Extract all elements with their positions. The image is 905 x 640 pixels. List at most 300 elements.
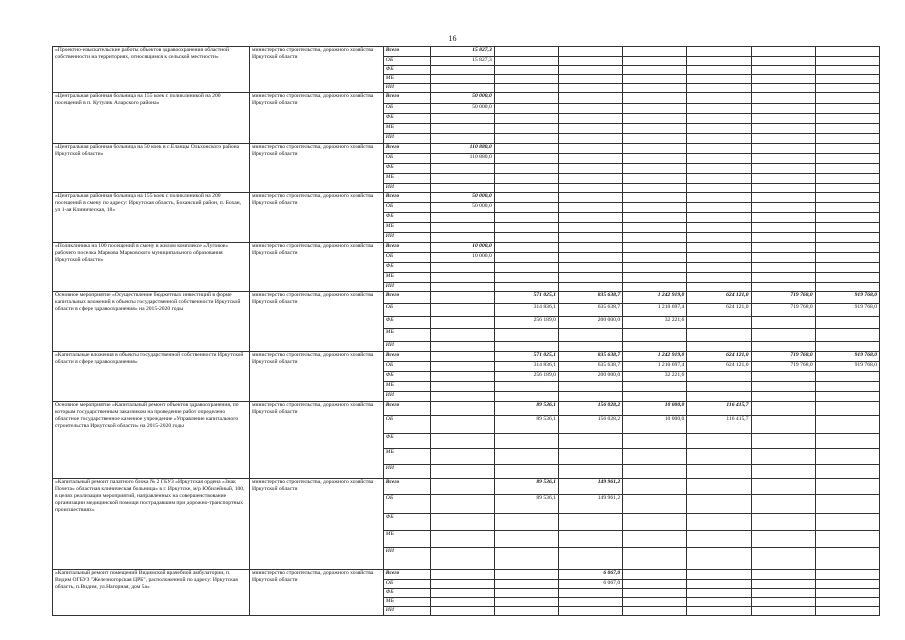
amount-cell [751, 392, 815, 402]
amount-cell [687, 514, 751, 531]
amount-cell: 719 768,0 [751, 362, 815, 372]
amount-cell: 89 536,1 [494, 495, 558, 514]
amount-cell: 919 768,0 [815, 352, 879, 362]
executor-name: министерство строительства, дорожного хозяйства Иркутской области [249, 93, 383, 144]
amount-cell: 32 221,6 [623, 317, 687, 329]
funding-source: ИИ [383, 283, 430, 292]
funding-source: МБ [383, 329, 430, 342]
funding-source: ФБ [383, 263, 430, 273]
funding-source: МБ [383, 598, 430, 607]
amount-cell [494, 548, 558, 570]
funding-source: ИИ [383, 342, 430, 352]
funding-source: МБ [383, 223, 430, 233]
amount-cell [751, 84, 815, 93]
amount-cell [558, 607, 622, 616]
amount-cell: 15 827,3 [430, 57, 494, 66]
amount-cell [687, 213, 751, 223]
funding-source: ИИ [383, 607, 430, 616]
amount-cell [623, 144, 687, 154]
amount-cell [687, 174, 751, 184]
amount-cell [430, 580, 494, 589]
budget-table-body [53, 47, 880, 616]
amount-cell [687, 193, 751, 203]
amount-cell [751, 154, 815, 164]
amount-cell [687, 495, 751, 514]
amount-cell [494, 243, 558, 253]
amount-cell [623, 392, 687, 402]
amount-cell: 919 768,0 [815, 362, 879, 372]
table-row [53, 193, 880, 203]
amount-cell [558, 465, 622, 479]
amount-cell [815, 273, 879, 283]
amount-cell [430, 465, 494, 479]
amount-cell [751, 75, 815, 84]
amount-cell [815, 233, 879, 243]
amount-cell: 50 000,0 [430, 203, 494, 213]
amount-cell: 6 067,0 [558, 580, 622, 589]
amount-cell [815, 580, 879, 589]
amount-cell [687, 372, 751, 382]
amount-cell [558, 154, 622, 164]
amount-cell [494, 223, 558, 233]
amount-cell [623, 223, 687, 233]
amount-cell [815, 164, 879, 174]
amount-cell [751, 203, 815, 213]
amount-cell [815, 75, 879, 84]
amount-cell [687, 382, 751, 392]
executor-name: министерство строительства, дорожного хозяйства Иркутской области [249, 402, 383, 479]
amount-cell [815, 47, 879, 57]
amount-cell [623, 174, 687, 184]
amount-cell [815, 402, 879, 416]
amount-cell [430, 570, 494, 580]
amount-cell [494, 598, 558, 607]
amount-cell [558, 164, 622, 174]
amount-cell [430, 449, 494, 465]
amount-cell [494, 144, 558, 154]
amount-cell [494, 134, 558, 144]
executor-name: министерство строительства, дорожного хозяйства Иркутской области [249, 144, 383, 193]
amount-cell [815, 449, 879, 465]
amount-cell [751, 233, 815, 243]
amount-cell [687, 84, 751, 93]
executor-name: министерство строительства, дорожного хозяйства Иркутской области [249, 292, 383, 352]
amount-cell [751, 47, 815, 57]
amount-cell [623, 124, 687, 134]
amount-cell [687, 243, 751, 253]
funding-source: ОБ [383, 104, 430, 114]
amount-cell [751, 223, 815, 233]
amount-cell [623, 84, 687, 93]
amount-cell [558, 104, 622, 114]
amount-cell [558, 213, 622, 223]
amount-cell: 835 638,7 [558, 292, 622, 304]
amount-cell [623, 531, 687, 548]
amount-cell [687, 233, 751, 243]
amount-cell [494, 329, 558, 342]
measure-name: «Капитальный ремонт помещений Видимской врачебной амбулатории, п. Видим ОГБУЗ "Железногорская ЦРБ", расположенной по адресу: Иркутская область, п.Видим, ул.Нагорная, дом 5а» [53, 570, 250, 616]
amount-cell [815, 342, 879, 352]
amount-cell [751, 449, 815, 465]
amount-cell [623, 47, 687, 57]
amount-cell [430, 134, 494, 144]
amount-cell [751, 589, 815, 598]
amount-cell [815, 154, 879, 164]
amount-cell [494, 465, 558, 479]
amount-cell [687, 465, 751, 479]
amount-cell [558, 144, 622, 154]
amount-cell [430, 514, 494, 531]
executor-name: министерство строительства, дорожного хозяйства Иркутской области [249, 193, 383, 243]
amount-cell [558, 233, 622, 243]
amount-cell [815, 317, 879, 329]
amount-cell [430, 607, 494, 616]
amount-cell [815, 184, 879, 193]
funding-source: Всего [383, 243, 430, 253]
amount-cell [430, 416, 494, 434]
funding-source: ФБ [383, 372, 430, 382]
amount-cell [815, 243, 879, 253]
amount-cell [815, 283, 879, 292]
amount-cell: 1 242 919,0 [623, 292, 687, 304]
amount-cell [687, 392, 751, 402]
funding-source: Всего [383, 292, 430, 304]
amount-cell [623, 598, 687, 607]
amount-cell [623, 243, 687, 253]
amount-cell: 89 536,1 [494, 416, 558, 434]
amount-cell [751, 253, 815, 263]
amount-cell [494, 213, 558, 223]
funding-source: ОБ [383, 57, 430, 66]
amount-cell [687, 75, 751, 84]
amount-cell: 10 000,0 [623, 402, 687, 416]
measure-name: «Центральная районная больница на 155 коек с поликлиникой на 200 посещений в п. Кутулик Аларского района» [53, 93, 250, 144]
amount-cell [494, 514, 558, 531]
amount-cell: 1 210 697,4 [623, 304, 687, 317]
amount-cell: 110 880,0 [430, 144, 494, 154]
amount-cell [623, 283, 687, 292]
amount-cell [751, 329, 815, 342]
funding-source: ОБ [383, 253, 430, 263]
amount-cell [558, 114, 622, 124]
measure-name: Основное мероприятие «Осуществление бюджетных инвестиций в форме капитальных вложений в объекты государственной собственности Иркутской области в сфере здравоохранения» на 2015-2020 годы [53, 292, 250, 352]
amount-cell [751, 342, 815, 352]
amount-cell [558, 548, 622, 570]
amount-cell [558, 47, 622, 57]
amount-cell [558, 382, 622, 392]
amount-cell [623, 548, 687, 570]
amount-cell: 15 827,3 [430, 47, 494, 57]
amount-cell [815, 57, 879, 66]
amount-cell [558, 283, 622, 292]
amount-cell [751, 548, 815, 570]
measure-name: «Поликлиника на 100 посещений в смену в жилом комплексе «Луговое» рабочего поселка Маркова Марковского муниципального образования Иркутской области» [53, 243, 250, 292]
funding-source: МБ [383, 174, 430, 184]
amount-cell [558, 531, 622, 548]
amount-cell [430, 292, 494, 304]
amount-cell [494, 93, 558, 104]
amount-cell [751, 243, 815, 253]
amount-cell [623, 253, 687, 263]
amount-cell [430, 598, 494, 607]
amount-cell [751, 57, 815, 66]
amount-cell [623, 213, 687, 223]
amount-cell [751, 213, 815, 223]
funding-source: ИИ [383, 548, 430, 570]
amount-cell [751, 402, 815, 416]
amount-cell: 10 000,0 [430, 253, 494, 263]
amount-cell [558, 124, 622, 134]
amount-cell [623, 382, 687, 392]
amount-cell [815, 589, 879, 598]
amount-cell [687, 184, 751, 193]
amount-cell: 719 768,0 [751, 292, 815, 304]
funding-source: Всего [383, 352, 430, 362]
amount-cell [430, 479, 494, 495]
amount-cell [751, 479, 815, 495]
amount-cell [430, 317, 494, 329]
amount-cell [815, 416, 879, 434]
amount-cell [623, 607, 687, 616]
amount-cell [558, 514, 622, 531]
amount-cell [430, 342, 494, 352]
amount-cell [623, 203, 687, 213]
amount-cell [687, 223, 751, 233]
amount-cell [751, 263, 815, 273]
amount-cell [751, 495, 815, 514]
amount-cell: 835 638,7 [558, 352, 622, 362]
funding-source: Всего [383, 570, 430, 580]
amount-cell [623, 263, 687, 273]
amount-cell [558, 93, 622, 104]
amount-cell [751, 434, 815, 449]
amount-cell [751, 104, 815, 114]
amount-cell [687, 134, 751, 144]
funding-source: Всего [383, 144, 430, 154]
amount-cell [558, 342, 622, 352]
funding-source: ИИ [383, 392, 430, 402]
amount-cell [687, 329, 751, 342]
amount-cell [558, 223, 622, 233]
amount-cell [558, 449, 622, 465]
amount-cell [494, 570, 558, 580]
amount-cell [687, 104, 751, 114]
table-row [53, 243, 880, 253]
funding-source: ОБ [383, 154, 430, 164]
amount-cell [623, 57, 687, 66]
amount-cell [815, 514, 879, 531]
amount-cell [687, 589, 751, 598]
funding-source: ФБ [383, 213, 430, 223]
amount-cell [494, 124, 558, 134]
amount-cell [494, 164, 558, 174]
amount-cell [751, 580, 815, 589]
amount-cell [494, 75, 558, 84]
funding-source: МБ [383, 531, 430, 548]
amount-cell: 156 028,2 [558, 402, 622, 416]
amount-cell [815, 174, 879, 184]
amount-cell [494, 382, 558, 392]
amount-cell [430, 329, 494, 342]
amount-cell [751, 465, 815, 479]
amount-cell [687, 57, 751, 66]
amount-cell [623, 273, 687, 283]
amount-cell [430, 75, 494, 84]
amount-cell [558, 75, 622, 84]
amount-cell [558, 66, 622, 75]
amount-cell [623, 104, 687, 114]
table-row [53, 479, 880, 495]
amount-cell [751, 124, 815, 134]
amount-cell [494, 84, 558, 93]
funding-source: ИИ [383, 84, 430, 93]
amount-cell [751, 416, 815, 434]
table-row [53, 570, 880, 580]
amount-cell [751, 607, 815, 616]
amount-cell: 919 768,0 [815, 292, 879, 304]
amount-cell: 571 025,1 [494, 292, 558, 304]
amount-cell [494, 449, 558, 465]
amount-cell [623, 570, 687, 580]
amount-cell [815, 93, 879, 104]
funding-source: ИИ [383, 134, 430, 144]
amount-cell [687, 434, 751, 449]
amount-cell: 256 189,0 [494, 317, 558, 329]
funding-source: ОБ [383, 416, 430, 434]
amount-cell [815, 203, 879, 213]
amount-cell [430, 531, 494, 548]
executor-name: министерство строительства, дорожного хозяйства Иркутской области [249, 570, 383, 616]
amount-cell [687, 548, 751, 570]
amount-cell [687, 154, 751, 164]
amount-cell [751, 114, 815, 124]
amount-cell [815, 253, 879, 263]
amount-cell [430, 304, 494, 317]
amount-cell [687, 263, 751, 273]
funding-source: МБ [383, 124, 430, 134]
amount-cell [430, 213, 494, 223]
amount-cell [687, 47, 751, 57]
amount-cell [494, 47, 558, 57]
measure-name: «Капитальный ремонт палатного блока № 2 ГБУЗ «Иркутская ордена «Знак Почета» областная клиническая больница» в г. Иркутске, м/р Юбилейный, 100, в целях реализации мероприятий, направленных на совершенствование организации медицинской помощи пострадавшим при дорожно-транспортных происшествиях» [53, 479, 250, 570]
funding-source: ФБ [383, 434, 430, 449]
amount-cell [623, 329, 687, 342]
amount-cell: 200 000,0 [558, 317, 622, 329]
funding-source: Всего [383, 93, 430, 104]
amount-cell [558, 174, 622, 184]
amount-cell [687, 273, 751, 283]
amount-cell [430, 223, 494, 233]
amount-cell [430, 402, 494, 416]
amount-cell [430, 548, 494, 570]
amount-cell [430, 382, 494, 392]
funding-source: Всего [383, 47, 430, 57]
funding-source: ФБ [383, 66, 430, 75]
amount-cell [815, 124, 879, 134]
amount-cell [751, 372, 815, 382]
amount-cell [815, 479, 879, 495]
amount-cell [815, 382, 879, 392]
funding-source: МБ [383, 273, 430, 283]
amount-cell [494, 114, 558, 124]
amount-cell [494, 203, 558, 213]
amount-cell [494, 342, 558, 352]
amount-cell [558, 598, 622, 607]
funding-source: Всего [383, 479, 430, 495]
amount-cell [687, 124, 751, 134]
amount-cell [558, 329, 622, 342]
amount-cell [430, 372, 494, 382]
amount-cell: 110 880,0 [430, 154, 494, 164]
amount-cell [815, 598, 879, 607]
amount-cell: 314 836,1 [494, 362, 558, 372]
amount-cell [430, 495, 494, 514]
amount-cell: 256 189,0 [494, 372, 558, 382]
amount-cell [623, 465, 687, 479]
funding-source: ОБ [383, 362, 430, 372]
amount-cell [815, 434, 879, 449]
amount-cell [815, 392, 879, 402]
amount-cell [751, 598, 815, 607]
amount-cell [494, 104, 558, 114]
amount-cell [687, 93, 751, 104]
amount-cell [430, 233, 494, 243]
amount-cell: 149 961,2 [558, 479, 622, 495]
amount-cell [494, 589, 558, 598]
funding-source: ОБ [383, 304, 430, 317]
amount-cell: 1 242 919,0 [623, 352, 687, 362]
amount-cell: 10 000,0 [430, 243, 494, 253]
amount-cell [623, 66, 687, 75]
funding-source: ФБ [383, 164, 430, 174]
amount-cell [623, 514, 687, 531]
amount-cell [494, 174, 558, 184]
amount-cell: 10 000,0 [623, 416, 687, 434]
amount-cell [558, 84, 622, 93]
amount-cell [815, 134, 879, 144]
amount-cell: 89 536,1 [494, 479, 558, 495]
amount-cell [623, 479, 687, 495]
amount-cell [815, 495, 879, 514]
amount-cell: 50 000,0 [430, 104, 494, 114]
table-row [53, 402, 880, 416]
amount-cell [430, 263, 494, 273]
amount-cell [494, 607, 558, 616]
funding-source: МБ [383, 75, 430, 84]
amount-cell [623, 233, 687, 243]
amount-cell [751, 273, 815, 283]
amount-cell [623, 342, 687, 352]
amount-cell [430, 589, 494, 598]
amount-cell [815, 548, 879, 570]
amount-cell [494, 184, 558, 193]
amount-cell [430, 66, 494, 75]
amount-cell [494, 233, 558, 243]
amount-cell [815, 372, 879, 382]
amount-cell [558, 434, 622, 449]
amount-cell [430, 184, 494, 193]
amount-cell [687, 253, 751, 263]
amount-cell [623, 134, 687, 144]
amount-cell [815, 84, 879, 93]
amount-cell: 156 028,2 [558, 416, 622, 434]
amount-cell [751, 382, 815, 392]
amount-cell [751, 193, 815, 203]
amount-cell [687, 479, 751, 495]
funding-source: ФБ [383, 514, 430, 531]
amount-cell [815, 144, 879, 154]
amount-cell [687, 203, 751, 213]
